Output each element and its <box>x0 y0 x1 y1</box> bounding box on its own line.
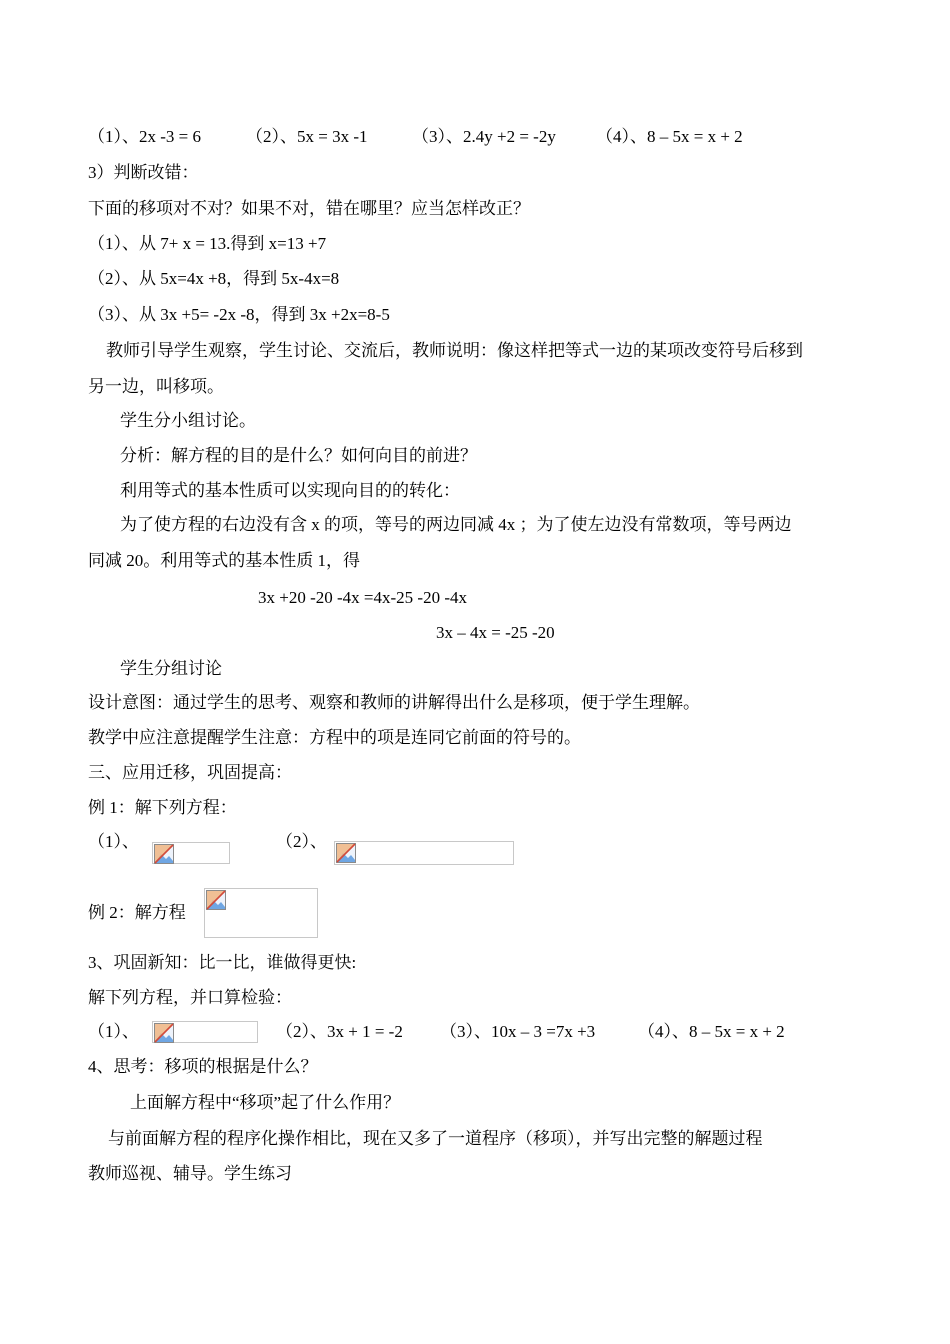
paragraph-design-intent: 设计意图：通过学生的思考、观察和教师的讲解得出什么是移项，便于学生理解。 <box>88 693 700 712</box>
exercise-3: （3）、2.4y +2 = -2y <box>412 127 556 146</box>
equation-image <box>204 888 318 938</box>
equation-image <box>152 842 230 864</box>
exercise-2: （2）、5x = 3x -1 <box>246 127 368 146</box>
paragraph-teaching-note: 教学中应注意提醒学生注意：方程中的项是连同它前面的符号的。 <box>88 728 581 747</box>
instruction-solve: 解下列方程，并口算检验： <box>88 988 292 1007</box>
judge-item-2: （2）、从 5x=4x +8，得到 5x-4x=8 <box>88 269 340 288</box>
equation-image <box>334 841 514 865</box>
judge-item-1: （1）、从 7+ x = 13.得到 x=13 +7 <box>88 234 327 253</box>
paragraph-explanation: 为了使方程的右边没有含 x 的项，等号的两边同减 4x ；为了使左边没有常数项，等号两边 <box>120 515 792 534</box>
paragraph-property: 利用等式的基本性质可以实现向目的的转化： <box>120 481 460 500</box>
broken-image-icon <box>154 1023 174 1043</box>
example-2-heading: 例 2：解方程 <box>88 903 186 922</box>
practice-item-1-label: （1）、 <box>88 1022 139 1041</box>
broken-image-icon <box>154 844 174 864</box>
section-heading-consolidate: 3、巩固新知：比一比，谁做得更快: <box>88 953 357 972</box>
equation-image <box>152 1021 258 1043</box>
section-heading-think: 4、思考：移项的根据是什么？ <box>88 1057 318 1076</box>
broken-image-icon <box>206 890 226 910</box>
paragraph-teacher-guide-cont: 另一边，叫移项。 <box>88 377 224 396</box>
paragraph-group-discussion-2: 学生分组讨论 <box>120 659 222 678</box>
paragraph-explanation-cont: 同减 20。利用等式的基本性质 1，得 <box>88 551 360 570</box>
equation-step-2: 3x – 4x = -25 -20 <box>436 623 555 642</box>
section-heading-apply: 三、应用迁移，巩固提高： <box>88 763 292 782</box>
practice-item-4: （4）、8 – 5x = x + 2 <box>638 1022 785 1041</box>
example-1-item-2-label: （2）、 <box>276 832 327 851</box>
exercise-row-1 <box>88 126 201 148</box>
practice-item-2: （2）、3x + 1 = -2 <box>276 1022 403 1041</box>
broken-image-icon <box>336 843 356 863</box>
example-1-heading: 例 1：解下列方程： <box>88 798 237 817</box>
example-1-item-1-label: （1）、 <box>88 832 139 851</box>
question-text: 下面的移项对不对？如果不对，错在哪里？应当怎样改正？ <box>88 199 530 218</box>
paragraph-compare: 与前面解方程的程序化操作相比，现在又多了一道程序（移项），并写出完整的解题过程 <box>108 1129 763 1148</box>
exercise-1: （1）、2x -3 = 6 <box>88 127 201 146</box>
equation-step-1: 3x +20 -20 -4x =4x-25 -20 -4x <box>258 588 467 607</box>
think-question: 上面解方程中“移项”起了什么作用？ <box>130 1093 401 1112</box>
exercise-4: （4）、8 – 5x = x + 2 <box>596 127 743 146</box>
paragraph-analysis: 分析：解方程的目的是什么？如何向目的前进？ <box>120 446 477 465</box>
judge-item-3: （3）、从 3x +5= -2x -8，得到 3x +2x=8-5 <box>88 305 390 324</box>
paragraph-teacher-guide: 教师引导学生观察，学生讨论、交流后，教师说明：像这样把等式一边的某项改变符号后移到 <box>106 341 803 360</box>
paragraph-group-discussion: 学生分小组讨论。 <box>120 411 256 430</box>
section-heading-judge: 3）判断改错： <box>88 163 199 182</box>
paragraph-teacher-patrol: 教师巡视、辅导。学生练习 <box>88 1164 292 1183</box>
practice-item-3: （3）、10x – 3 =7x +3 <box>440 1022 596 1041</box>
